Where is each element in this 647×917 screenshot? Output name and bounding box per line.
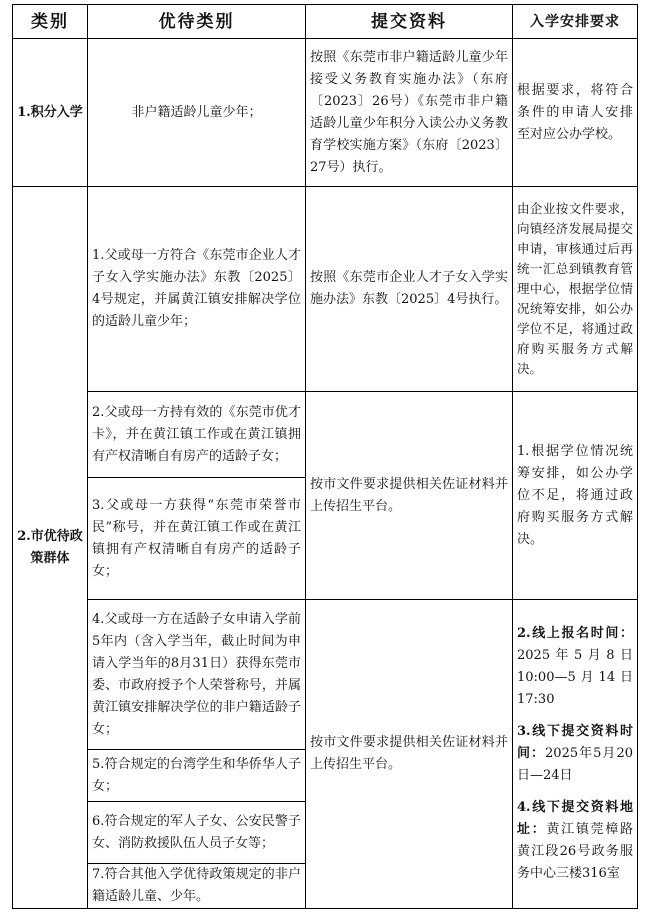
arrangement-points-admission: 根据要求，将符合条件的申请人安排至对应公办学校。 — [513, 39, 638, 187]
header-item: 优待类别 — [88, 5, 306, 39]
online-registration-time: 2.线上报名时间：2025年5月8日10:00—5月14日17:30 — [517, 626, 633, 707]
arrangement-schedule — [513, 600, 638, 909]
item-military-police-fire: 6.符合规定的军人子女、公安民警子女、消防救援队伍人员子女等； — [88, 802, 306, 864]
header-arrangement: 入学安排要求 — [513, 5, 638, 39]
policy-table — [12, 4, 638, 909]
item-talent-card: 2.父或母一方持有效的《东莞市优才卡》，并在黄江镇工作或在黄江镇拥有产权清晰自有房产的适龄子女； — [88, 392, 306, 478]
item-non-resident-children: 非户籍适龄儿童少年； — [88, 39, 306, 187]
materials-points-admission: 按照《东莞市非户籍适龄儿童少年接受义务教育实施办法》（东府〔2023〕26号）《东莞市非户籍适龄儿童少年积分入读公办义务教育学校实施方案》（东府〔2023〕27号）执行。 — [306, 39, 513, 187]
materials-enterprise-talent: 按照《东莞市企业人才子女入学实施办法》东教〔2025〕4号执行。 — [306, 187, 513, 392]
category-city-priority-groups: 2.市优待政策群体 — [13, 187, 88, 909]
table-row — [13, 39, 638, 187]
offline-submission-time: 3.线下提交资料时间：2025年5月20日—24日 — [517, 724, 633, 783]
category-points-admission: 1.积分入学 — [13, 39, 88, 187]
arrangement-enterprise-talent: 由企业按文件要求，向镇经济发展局提交申请，审核通过后再统一汇总到镇教育管理中心，根据学位情况统筹安排，如公办学位不足，将通过政府购买服务方式解决。 — [513, 187, 638, 392]
header-materials: 提交资料 — [306, 5, 513, 39]
item-enterprise-talent: 1.父或母一方符合《东莞市企业人才子女入学实施办法》东教〔2025〕4号规定，并属黄江镇安排解决学位的适龄儿童少年； — [88, 187, 306, 392]
header-row — [13, 5, 638, 39]
table-row — [13, 600, 638, 750]
item-taiwan-overseas-chinese: 5.符合规定的台湾学生和华侨华人子女； — [88, 750, 306, 802]
materials-talent-honor: 按市文件要求提供相关佐证材料并上传招生平台。 — [306, 392, 513, 600]
table-row — [13, 392, 638, 478]
item-municipal-honor: 4.父或母一方在适龄子女申请入学前5年内（含入学当年，截止时间为申请入学当年的8月31日）获得东莞市委、市政府授予个人荣誉称号，并属黄江镇安排解决学位的非户籍适龄子女； — [88, 600, 306, 750]
offline-submission-address: 4.线下提交资料地址：黄江镇莞樟路黄江段26号政务服务中心三楼316室 — [517, 800, 633, 881]
item-other-priority: 7.符合其他入学优待政策规定的非户籍适龄儿童、少年。 — [88, 864, 306, 909]
header-category: 类别 — [13, 5, 88, 39]
arrangement-general: 1.根据学位情况统筹安排，如公办学位不足，将通过政府购买服务方式解决。 — [513, 392, 638, 600]
table-row — [13, 187, 638, 392]
materials-other-groups: 按市文件要求提供相关佐证材料并上传招生平台。 — [306, 600, 513, 909]
item-honorary-citizen: 3.父或母一方获得“东莞市荣誉市民”称号，并在黄江镇工作或在黄江镇拥有产权清晰自有房产的适龄子女； — [88, 478, 306, 600]
